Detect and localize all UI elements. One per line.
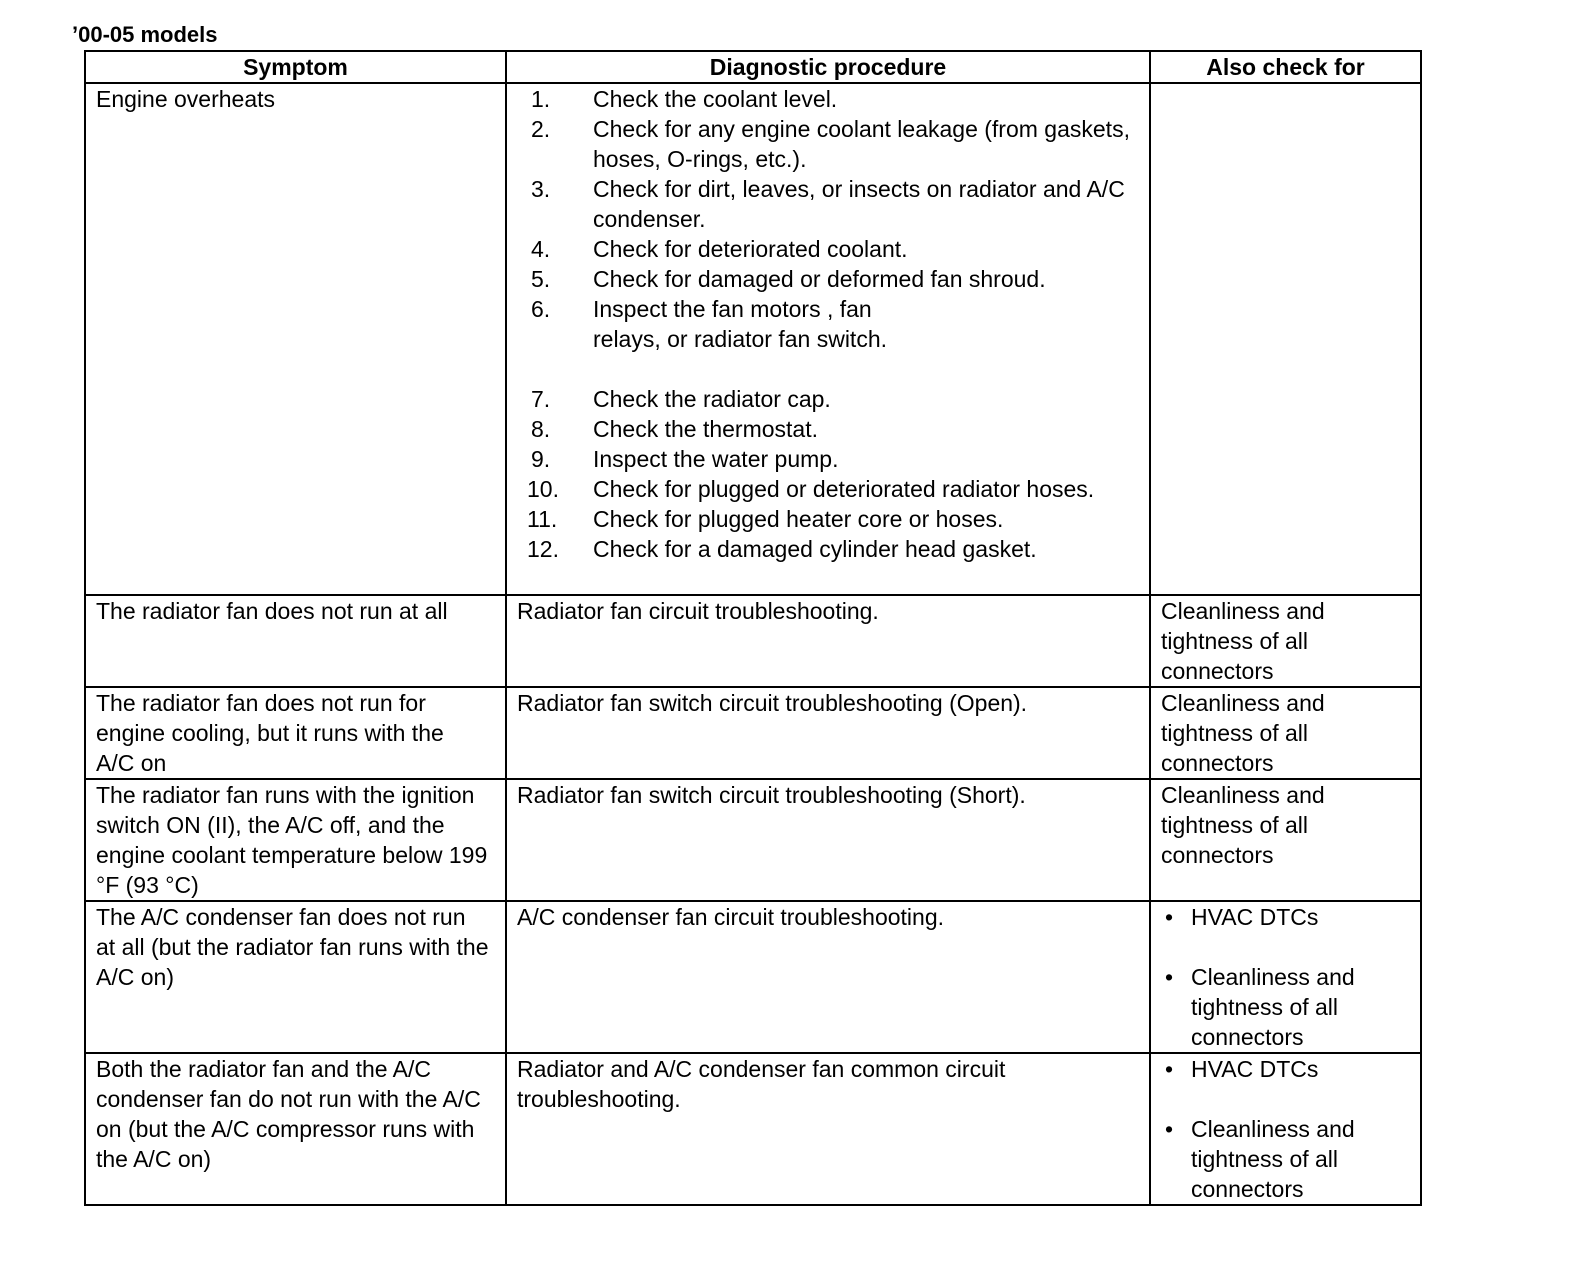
symptom-text: The A/C condenser fan does not run at all (but the radiator fan runs with the A/C on) [96, 904, 489, 990]
also-check-text: Cleanliness and tightness of all connectors [1191, 964, 1355, 1050]
step-number: 11. [527, 506, 558, 532]
also-check-item [1161, 962, 1410, 1052]
procedure-step [517, 114, 1139, 174]
procedure-step [517, 504, 1139, 534]
table-row [85, 83, 1421, 595]
symptom-text: The radiator fan does not run for engine cooling, but it runs with the A/C on [96, 690, 444, 776]
also-check-text: Cleanliness and tightness of all connectors [1161, 598, 1325, 684]
step-number: 3. [531, 176, 551, 202]
page-heading: ’00-05 models [72, 22, 218, 47]
procedure-step [517, 264, 1139, 294]
step-number: 7. [531, 386, 551, 412]
symptom-cell [85, 1053, 506, 1205]
also-check-item [1161, 902, 1410, 932]
procedure-cell: Radiator fan circuit troubleshooting. [506, 595, 1150, 687]
procedure-step [517, 84, 1139, 114]
step-number: 12. [527, 536, 559, 562]
step-text: Inspect the fan motors , fan relays, or radiator fan switch. [593, 296, 888, 352]
procedure-step-list [517, 84, 1139, 564]
bullet: • [1165, 964, 1174, 990]
step-number: 10. [527, 476, 559, 502]
procedure-step [517, 534, 1139, 564]
procedure-step [517, 174, 1139, 234]
symptom-cell [85, 779, 506, 901]
procedure-cell [506, 83, 1150, 595]
table-row [85, 1053, 1421, 1205]
bullet: • [1165, 1056, 1174, 1082]
step-number: 4. [531, 236, 551, 262]
symptom-cell [85, 687, 506, 779]
also-check-list [1161, 1054, 1410, 1204]
step-number: 8. [531, 416, 551, 442]
also-check-cell [1150, 779, 1421, 901]
also-check-item [1161, 1114, 1410, 1204]
symptom-cell: The radiator fan does not run at all [85, 595, 506, 687]
step-text: Check the thermostat. [593, 416, 818, 442]
step-text: Check for plugged or deteriorated radiator hoses. [593, 476, 1095, 502]
procedure-step [517, 234, 1139, 264]
step-text: Check for any engine coolant leakage (from gaskets, hoses, O-rings, etc.). [593, 116, 1130, 172]
step-number: 9. [531, 446, 551, 472]
step-text: Check for plugged heater core or hoses. [593, 506, 1004, 532]
also-check-list [1161, 902, 1410, 1052]
also-check-cell [1150, 901, 1421, 1053]
step-text: Check the radiator cap. [593, 386, 831, 412]
also-check-cell [1150, 595, 1421, 687]
symptom-column-header: Symptom [85, 51, 506, 83]
procedure-cell: A/C condenser fan circuit troubleshooting. [506, 901, 1150, 1053]
step-text: Check for dirt, leaves, or insects on radiator and A/C condenser. [593, 176, 1125, 232]
bullet: • [1165, 904, 1174, 930]
also-check-item [1161, 1054, 1410, 1084]
step-number: 2. [531, 116, 551, 142]
step-number: 1. [531, 86, 551, 112]
procedure-step [517, 384, 1139, 414]
also-check-text: Cleanliness and tightness of all connectors [1161, 782, 1325, 868]
symptom-text: The radiator fan runs with the ignition switch ON (II), the A/C off, and the engine coolant temperature below 199 °F (93 °C) [96, 782, 488, 898]
also-check-cell [1150, 1053, 1421, 1205]
procedure-cell: Radiator fan switch circuit troubleshooting (Short). [506, 779, 1150, 901]
procedure-text: Radiator and A/C condenser fan common circuit troubleshooting. [517, 1056, 1006, 1112]
also-check-text: Cleanliness and tightness of all connectors [1191, 1116, 1355, 1202]
procedure-step [517, 444, 1139, 474]
also-check-text: HVAC DTCs [1191, 904, 1319, 930]
procedure-step [517, 474, 1139, 504]
symptom-cell [85, 901, 506, 1053]
step-number: 5. [531, 266, 551, 292]
also-check-cell [1150, 83, 1421, 595]
table-row [85, 595, 1421, 687]
procedure-cell [506, 1053, 1150, 1205]
step-text: Check for deteriorated coolant. [593, 236, 908, 262]
bullet: • [1165, 1116, 1174, 1142]
procedure-step [517, 414, 1139, 444]
also-check-column-header: Also check for [1150, 51, 1421, 83]
symptom-cell: Engine overheats [85, 83, 506, 595]
also-check-text: HVAC DTCs [1191, 1056, 1319, 1082]
table-header-row [85, 51, 1421, 83]
step-text: Check the coolant level. [593, 86, 838, 112]
procedure-column-header: Diagnostic procedure [506, 51, 1150, 83]
also-check-text: Cleanliness and tightness of all connectors [1161, 690, 1325, 776]
table-row [85, 779, 1421, 901]
step-number: 6. [531, 296, 551, 322]
diagnostic-table [84, 50, 1422, 1206]
step-text: Inspect the water pump. [593, 446, 839, 472]
table-row [85, 901, 1421, 1053]
symptom-text: Both the radiator fan and the A/C condenser fan do not run with the A/C on (but the A/C compressor runs with the A/C on) [96, 1056, 481, 1172]
step-text: Check for a damaged cylinder head gasket. [593, 536, 1037, 562]
procedure-step [517, 294, 1139, 354]
also-check-cell [1150, 687, 1421, 779]
table-row [85, 687, 1421, 779]
step-text: Check for damaged or deformed fan shroud. [593, 266, 1046, 292]
procedure-cell: Radiator fan switch circuit troubleshooting (Open). [506, 687, 1150, 779]
